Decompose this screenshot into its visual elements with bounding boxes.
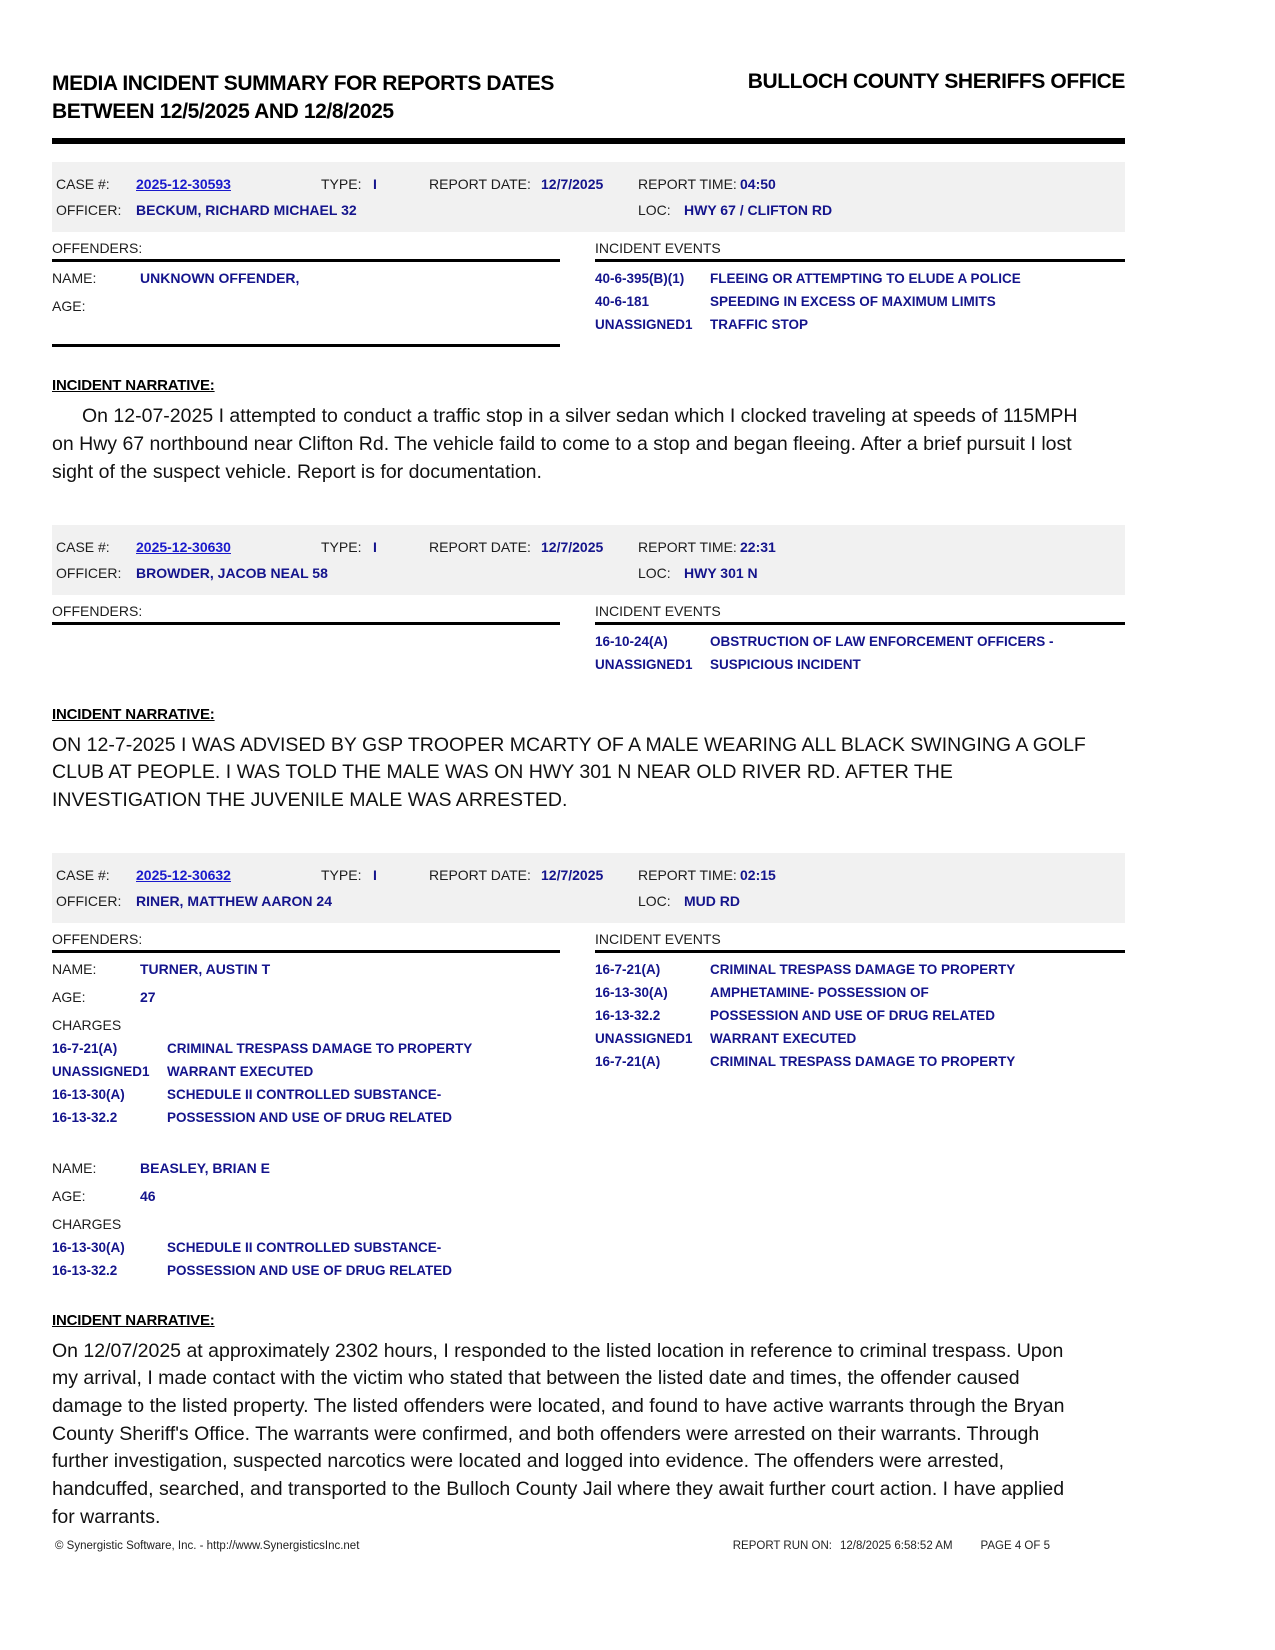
incident-events-section <box>595 931 1125 1073</box>
incident-events-heading: INCIDENT EVENTS <box>595 931 1125 953</box>
report-date-label: REPORT DATE: <box>429 538 531 555</box>
event-desc: CRIMINAL TRESPASS DAMAGE TO PROPERTY <box>710 1053 1016 1069</box>
narrative-heading: INCIDENT NARRATIVE: <box>52 1311 215 1329</box>
type-value: I <box>373 538 377 555</box>
officer-label: OFFICER: <box>56 892 122 909</box>
incident-events-heading: INCIDENT EVENTS <box>595 240 1125 262</box>
name-label: NAME: <box>52 1159 97 1176</box>
narrative-heading: INCIDENT NARRATIVE: <box>52 377 215 395</box>
event-row <box>595 290 1125 313</box>
event-row <box>595 981 1125 1004</box>
event-desc: FLEEING OR ATTEMPTING TO ELUDE A POLICE <box>710 271 1021 287</box>
charge-desc: SCHEDULE II CONTROLLED SUBSTANCE- <box>167 1086 442 1102</box>
offender-age-row <box>52 986 560 1009</box>
event-code: UNASSIGNED1 <box>595 1030 693 1046</box>
event-code: 16-13-32.2 <box>595 1007 661 1023</box>
footer-copyright: © Synergistic Software, Inc. - http://www.SynergisticsInc.net <box>55 1540 360 1552</box>
officer-value: RINER, MATTHEW AARON 24 <box>136 892 332 909</box>
offenders-heading: OFFENDERS: <box>52 603 560 625</box>
charge-row <box>52 1083 560 1106</box>
case-info-bar <box>52 162 1125 232</box>
offenders-heading: OFFENDERS: <box>52 931 560 953</box>
narrative-heading: INCIDENT NARRATIVE: <box>52 705 215 723</box>
incident-events-section <box>595 240 1125 336</box>
case-number-link[interactable]: 2025-12-30632 <box>136 866 231 883</box>
charge-row <box>52 1236 560 1259</box>
offender-name: BEASLEY, BRIAN E <box>140 1159 270 1176</box>
charge-desc: POSSESSION AND USE OF DRUG RELATED <box>167 1109 453 1125</box>
report-time-value: 04:50 <box>740 176 776 193</box>
event-code: 16-7-21(A) <box>595 1053 661 1069</box>
event-desc: TRAFFIC STOP <box>710 317 809 333</box>
case-number-label: CASE #: <box>56 538 110 555</box>
charge-row <box>52 1259 560 1282</box>
offender-name-row <box>52 267 560 290</box>
event-row <box>595 1027 1125 1050</box>
event-row <box>595 958 1125 981</box>
event-desc: OBSTRUCTION OF LAW ENFORCEMENT OFFICERS - <box>710 633 1054 649</box>
offender-entry <box>52 1157 560 1282</box>
offender-entry <box>52 958 560 1129</box>
event-desc: POSSESSION AND USE OF DRUG RELATED <box>710 1007 996 1023</box>
report-time-value: 22:31 <box>740 538 776 555</box>
charge-code: 16-13-30(A) <box>52 1086 125 1102</box>
incident-events-section <box>595 603 1125 676</box>
officer-label: OFFICER: <box>56 202 122 219</box>
case-block <box>52 162 1125 486</box>
page-title <box>52 70 554 125</box>
event-code: 16-13-30(A) <box>595 984 668 1000</box>
loc-label: LOC: <box>638 202 671 219</box>
event-desc: WARRANT EXECUTED <box>710 1030 857 1046</box>
event-code: 40-6-395(B)(1) <box>595 271 685 287</box>
agency-title: BULLOCH COUNTY SHERIFFS OFFICE <box>747 70 1125 93</box>
offender-age: 27 <box>140 988 156 1005</box>
charge-code: 16-13-30(A) <box>52 1239 125 1255</box>
narrative-text: ON 12-7-2025 I WAS ADVISED BY GSP TROOPER MCARTY OF A MALE WEARING ALL BLACK SWINGING A GOLF CLUB AT PEOPLE. I WAS TOLD THE MALE WAS ON HWY 301 N NEAR OLD RIVER RD. AFTER THE INVESTIGATION THE JUVENILE MALE WAS ARRESTED. <box>52 733 1086 811</box>
offender-age: 46 <box>140 1187 156 1204</box>
officer-value: BECKUM, RICHARD MICHAEL 32 <box>136 202 357 219</box>
case-block <box>52 853 1125 1532</box>
offender-name: TURNER, AUSTIN T <box>140 960 271 977</box>
name-label: NAME: <box>52 270 97 287</box>
offenders-heading: OFFENDERS: <box>52 240 560 262</box>
charge-desc: SCHEDULE II CONTROLLED SUBSTANCE- <box>167 1239 442 1255</box>
event-row <box>595 1004 1125 1027</box>
offenders-section <box>52 240 560 347</box>
event-desc: CRIMINAL TRESPASS DAMAGE TO PROPERTY <box>710 961 1016 977</box>
officer-value: BROWDER, JACOB NEAL 58 <box>136 564 328 581</box>
charges-label: CHARGES <box>52 1016 122 1033</box>
charge-row <box>52 1037 560 1060</box>
type-label: TYPE: <box>321 866 362 883</box>
case-info-bar <box>52 525 1125 595</box>
charges-label: CHARGES <box>52 1215 122 1232</box>
incident-events-heading: INCIDENT EVENTS <box>595 603 1125 625</box>
age-label: AGE: <box>52 298 86 315</box>
event-desc: SUSPICIOUS INCIDENT <box>710 656 861 672</box>
event-code: UNASSIGNED1 <box>595 317 693 333</box>
report-date-value: 12/7/2025 <box>541 538 604 555</box>
case-number-link[interactable]: 2025-12-30593 <box>136 176 231 193</box>
event-row <box>595 313 1125 336</box>
event-code: 16-10-24(A) <box>595 633 668 649</box>
page-title-line2: BETWEEN 12/5/2025 AND 12/8/2025 <box>52 99 394 123</box>
event-row <box>595 267 1125 290</box>
report-time-label: REPORT TIME: <box>638 866 737 883</box>
event-row <box>595 630 1125 653</box>
charge-code: 16-13-32.2 <box>52 1262 118 1278</box>
report-date-label: REPORT DATE: <box>429 176 531 193</box>
case-block <box>52 525 1125 815</box>
loc-label: LOC: <box>638 564 671 581</box>
offender-age-row <box>52 295 560 318</box>
charge-code: UNASSIGNED1 <box>52 1063 150 1079</box>
case-info-bar <box>52 853 1125 923</box>
age-label: AGE: <box>52 1187 86 1204</box>
offender-name-row <box>52 958 560 981</box>
offenders-bottom-divider <box>52 344 560 347</box>
charge-desc: CRIMINAL TRESPASS DAMAGE TO PROPERTY <box>167 1040 473 1056</box>
loc-label: LOC: <box>638 892 671 909</box>
header-divider <box>52 138 1125 144</box>
narrative-text: On 12/07/2025 at approximately 2302 hours, I responded to the listed location in reference to criminal trespass. Upon my arrival, I made contact with the victim who stated that between the listed date and times, the offender caused damage to the listed property. The listed offenders were located, and found to have active warrants through the Bryan County Sheriff's Office. The warrants were confirmed, and both offenders were arrested on their warrants. Through further investigation, suspected narcotics were located and logged into evidence. The offenders were arrested, handcuffed, searched, and transported to the Bulloch County Jail where they await further court action. I have applied for warrants. <box>52 1339 1065 1528</box>
charge-row <box>52 1106 560 1129</box>
report-time-label: REPORT TIME: <box>638 176 737 193</box>
event-code: 16-7-21(A) <box>595 961 661 977</box>
charge-code: 16-7-21(A) <box>52 1040 118 1056</box>
report-run-on-label: REPORT RUN ON: <box>732 1540 832 1552</box>
event-desc: AMPHETAMINE- POSSESSION OF <box>710 984 929 1000</box>
case-number-link[interactable]: 2025-12-30630 <box>136 538 231 555</box>
report-run-on-value: 12/8/2025 6:58:52 AM <box>840 1540 953 1552</box>
event-code: UNASSIGNED1 <box>595 656 693 672</box>
type-label: TYPE: <box>321 538 362 555</box>
charge-desc: POSSESSION AND USE OF DRUG RELATED <box>167 1262 453 1278</box>
page-footer <box>55 1540 1050 1552</box>
type-value: I <box>373 866 377 883</box>
event-row <box>595 653 1125 676</box>
charge-code: 16-13-32.2 <box>52 1109 118 1125</box>
offender-age-row <box>52 1185 560 1208</box>
report-time-label: REPORT TIME: <box>638 538 737 555</box>
officer-label: OFFICER: <box>56 564 122 581</box>
report-date-value: 12/7/2025 <box>541 866 604 883</box>
charge-desc: WARRANT EXECUTED <box>167 1063 314 1079</box>
report-time-value: 02:15 <box>740 866 776 883</box>
name-label: NAME: <box>52 960 97 977</box>
report-header <box>52 70 1125 125</box>
case-number-label: CASE #: <box>56 866 110 883</box>
report-date-label: REPORT DATE: <box>429 866 531 883</box>
offenders-section <box>52 603 560 625</box>
report-date-value: 12/7/2025 <box>541 176 604 193</box>
loc-value: HWY 301 N <box>684 564 758 581</box>
event-row <box>595 1050 1125 1073</box>
type-label: TYPE: <box>321 176 362 193</box>
page-number: PAGE 4 OF 5 <box>980 1540 1050 1552</box>
narrative-text: On 12-07-2025 I attempted to conduct a traffic stop in a silver sedan which I clocked traveling at speeds of 115MPH on Hwy 67 northbound near Clifton Rd. The vehicle faild to come to a stop and began fleeing. After a brief pursuit I lost sight of the suspect vehicle. Report is for documentation. <box>52 405 1078 483</box>
case-number-label: CASE #: <box>56 176 110 193</box>
event-code: 40-6-181 <box>595 294 650 310</box>
loc-value: HWY 67 / CLIFTON RD <box>684 202 833 219</box>
page-title-line1: MEDIA INCIDENT SUMMARY FOR REPORTS DATES <box>52 72 555 95</box>
offenders-section <box>52 931 560 1282</box>
offender-name: UNKNOWN OFFENDER, <box>140 270 300 287</box>
charge-row <box>52 1060 560 1083</box>
loc-value: MUD RD <box>684 892 740 909</box>
type-value: I <box>373 176 377 193</box>
event-desc: SPEEDING IN EXCESS OF MAXIMUM LIMITS <box>710 294 996 310</box>
offender-name-row <box>52 1157 560 1180</box>
age-label: AGE: <box>52 988 86 1005</box>
